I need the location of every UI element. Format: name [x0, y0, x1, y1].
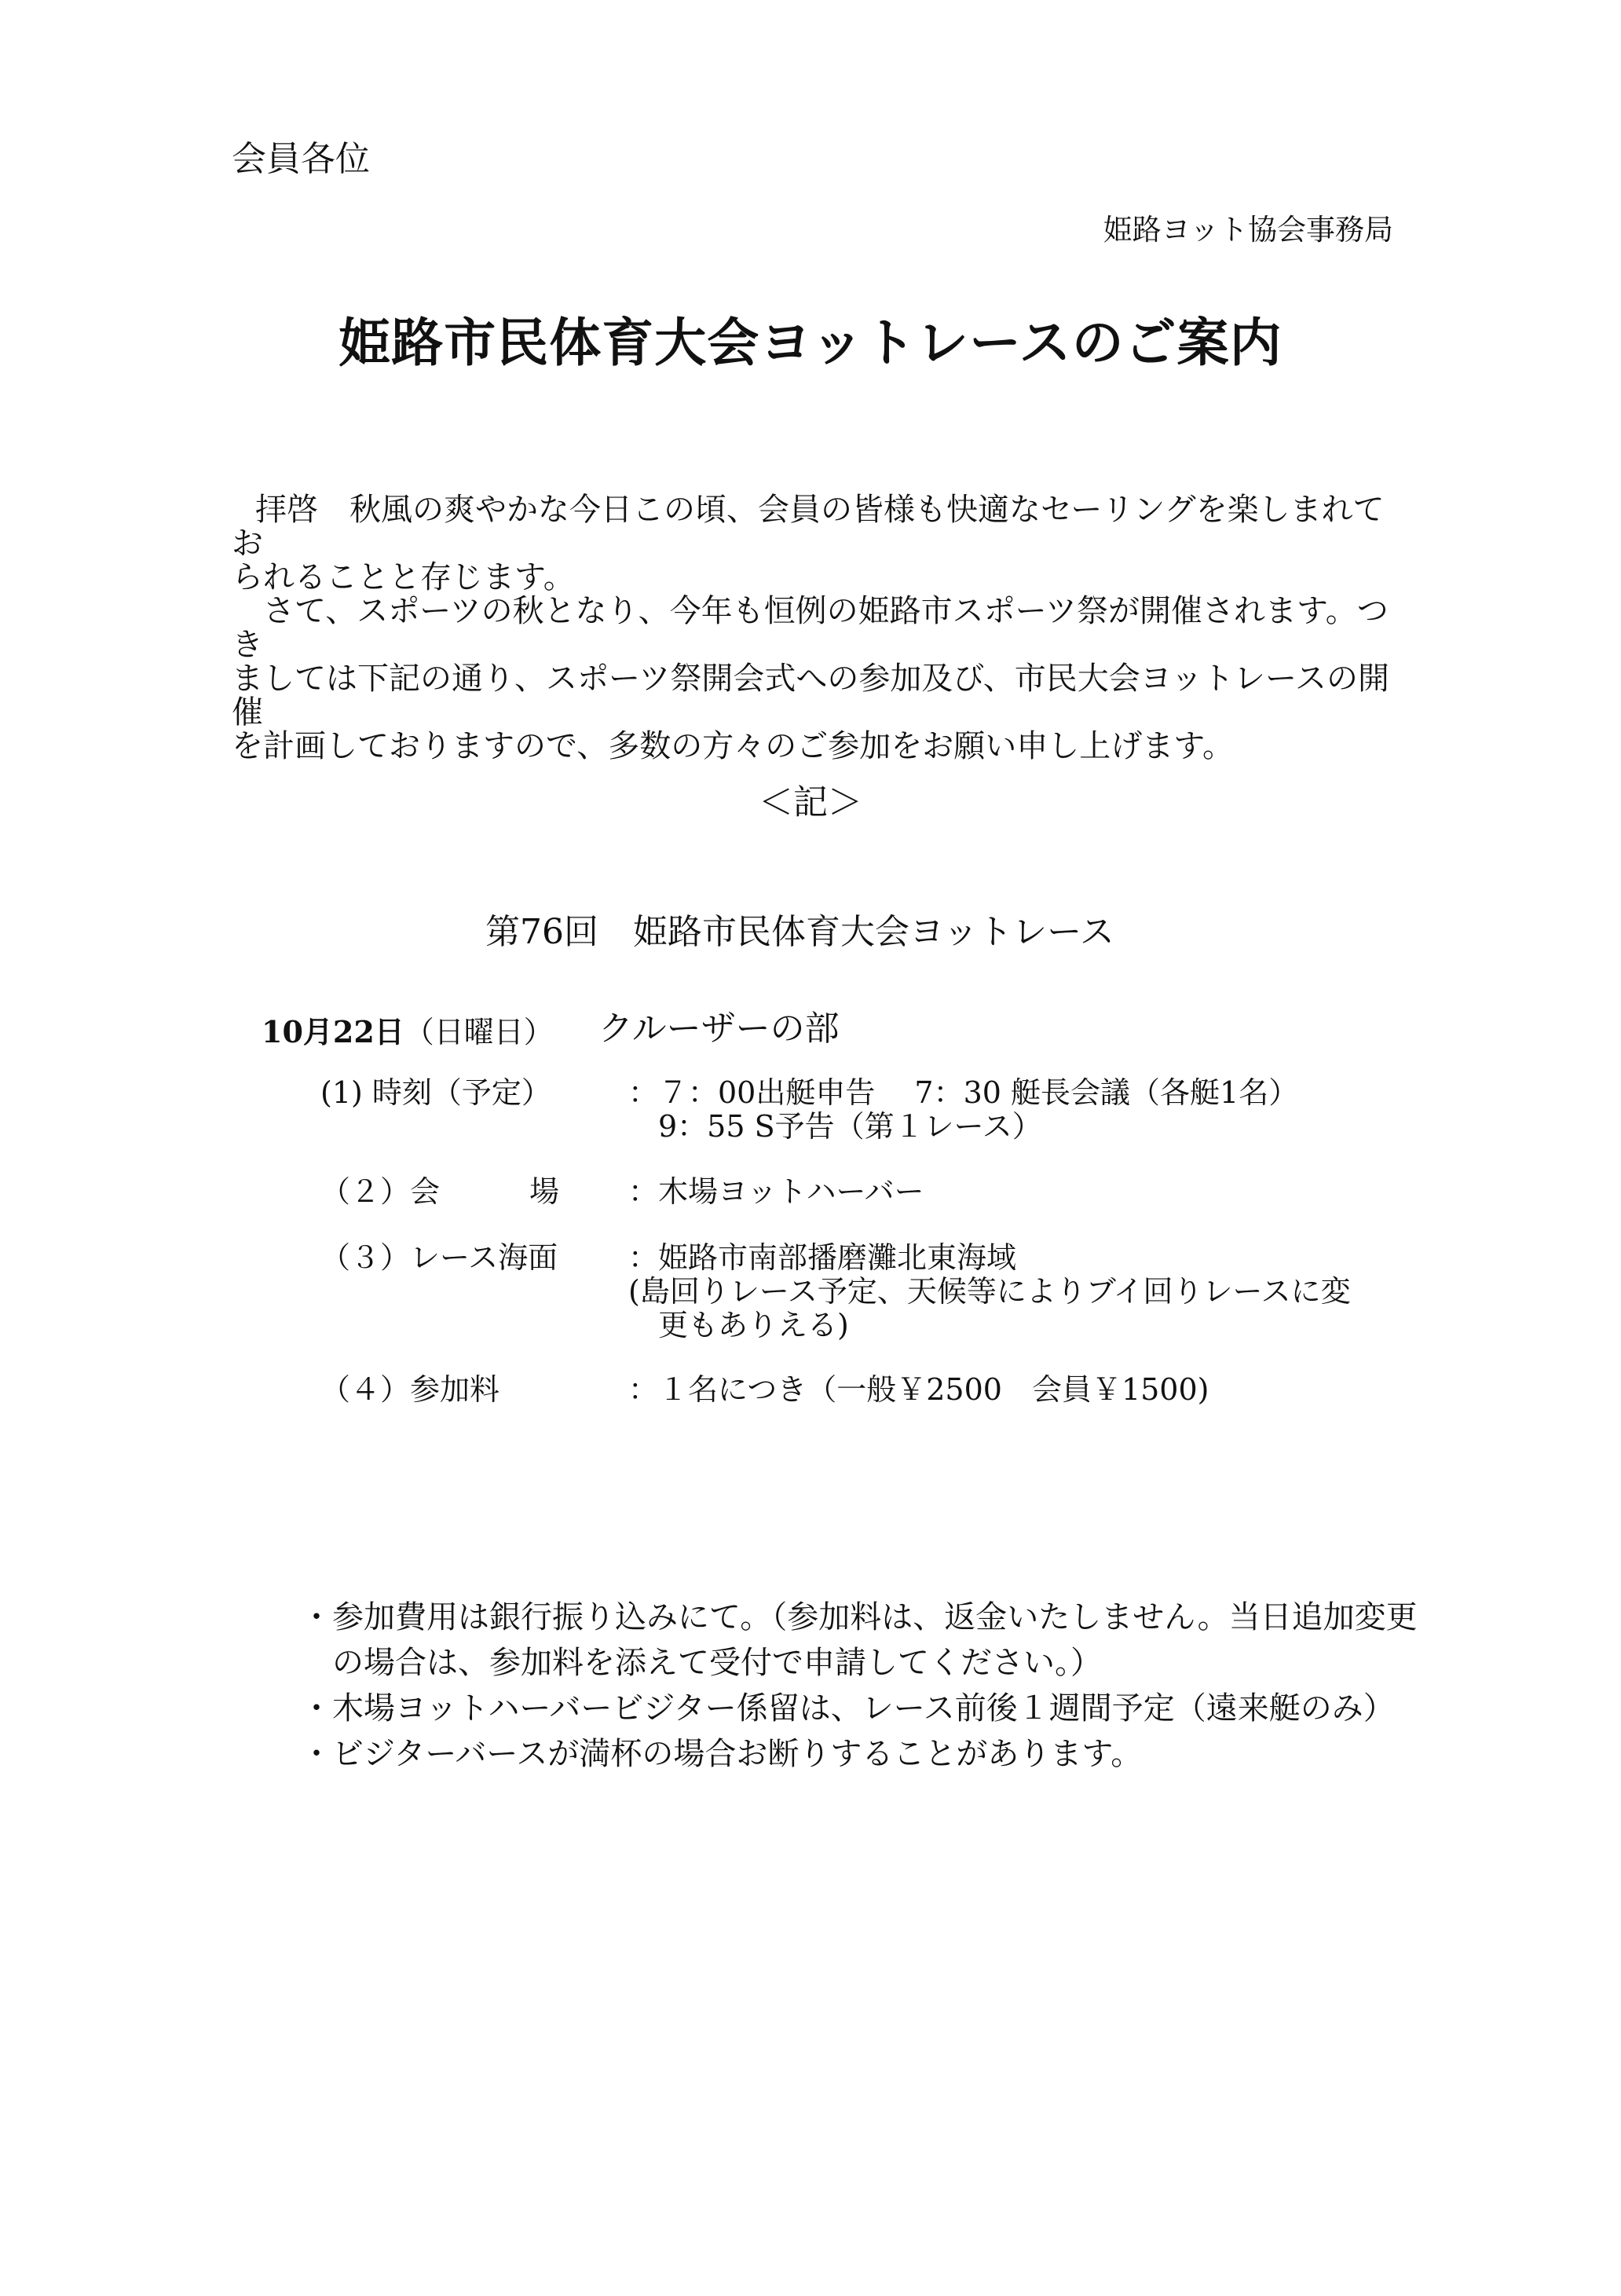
body-line: 拝啓 秋風の爽やかな今日この頃、会員の皆様も快適なセーリングを楽しまれてお	[232, 492, 1385, 562]
item-label-fee: （４）参加料	[320, 1372, 500, 1407]
item-value-line: 9：55 S予告（第１レース）	[628, 1109, 1042, 1144]
item-value-race-area	[628, 1241, 1351, 1342]
note-item: ・参加費用は銀行振り込みにて。（参加料は、返金いたしません。当日追加変更	[301, 1599, 1418, 1635]
event-date	[262, 1015, 554, 1049]
item-value-line: ：姫路市南部播磨灘北東海域	[628, 1240, 1017, 1275]
body-line: られることと存じます。	[232, 559, 575, 595]
item-value-line: ：７：00出艇申告 7：30 艇長会議（各艇1名）	[628, 1075, 1299, 1110]
note-item: の場合は、参加料を添えて受付で申請してください。）	[301, 1645, 1102, 1681]
item-value-line: 更もありえる)	[628, 1308, 849, 1342]
item-value-venue	[628, 1175, 924, 1209]
item-value-line: (島回りレース予定、天候等によりブイ回りレースに変	[628, 1274, 1351, 1309]
body-line: さて、スポーツの秋となり、今年も恒例の姫路市スポーツ祭が開催されます。つき	[232, 593, 1389, 663]
notes-list	[301, 1598, 1418, 1774]
event-date-day: 10月22日	[262, 1014, 404, 1049]
item-label-venue: （２）会 場	[320, 1174, 560, 1209]
item-value-fee	[628, 1373, 1209, 1407]
item-value-time	[628, 1076, 1298, 1144]
item-label-time: (1) 時刻（予定）	[320, 1075, 551, 1110]
addressee: 会員各位	[232, 139, 370, 179]
division-heading: クルーザーの部	[598, 1009, 840, 1049]
sender: 姫路ヨット協会事務局	[1103, 213, 1393, 247]
greeting-body	[232, 493, 1394, 764]
event-date-weekday: （日曜日）	[404, 1015, 554, 1049]
note-item: ・ビジターバースが満杯の場合お断りすることがあります。	[301, 1736, 1143, 1772]
document-title: 姫路市民体育大会ヨットレースのご案内	[338, 313, 1283, 373]
item-value-line: ：木場ヨットハーバー	[628, 1174, 924, 1209]
event-title: 第76回 姫路市民体育大会ヨットレース	[485, 912, 1114, 952]
item-value-line: ：１名につき（一般￥2500 会員￥1500)	[628, 1372, 1209, 1407]
note-item: ・木場ヨットハーバービジター係留は、レース前後１週間予定（遠来艇のみ）	[301, 1690, 1395, 1727]
body-line: を計画しておりますので、多数の方々のご参加をお願い申し上げます。	[232, 728, 1234, 764]
item-label-race-area: （３）レース海面	[320, 1240, 558, 1275]
ki-heading: ＜記＞	[759, 782, 862, 822]
body-line: ましては下記の通り、スポーツ祭開会式への参加及び、市民大会ヨットレースの開催	[232, 661, 1389, 731]
